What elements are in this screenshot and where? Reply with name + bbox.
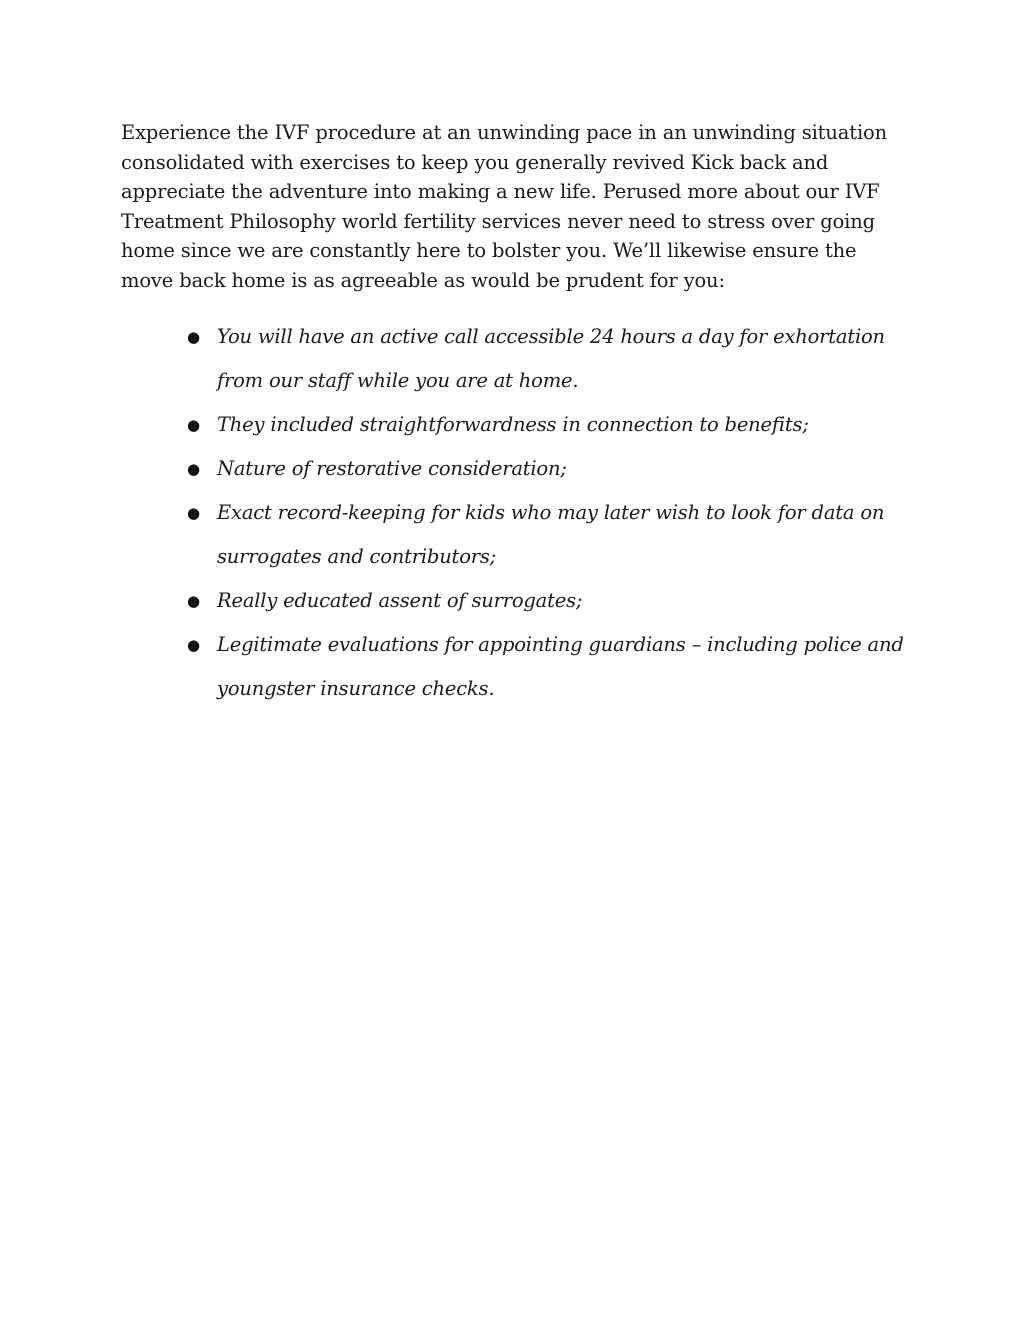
bullet-icon: ● xyxy=(187,460,200,478)
bullet-list xyxy=(121,315,905,711)
list-item xyxy=(121,623,905,711)
intro-paragraph: Experience the IVF procedure at an unwinding pace in an unwinding situation consolidated with exercises to keep you generally revived Kick back and appreciate the adventure into making a new life. Perused more about our IVF Treatment Philosophy world fertility services never need to stress over going home since we are constantly here to bolster you. We’ll likewise ensure the move back home is as agreeable as would be prudent for you: xyxy=(121,121,888,292)
list-item-text: Really educated assent of surrogates; xyxy=(217,589,583,612)
bullet-icon: ● xyxy=(187,636,200,654)
list-item xyxy=(121,403,905,447)
list-item xyxy=(121,447,905,491)
bullet-icon: ● xyxy=(187,328,200,346)
list-item xyxy=(121,491,905,579)
list-item-text: You will have an active call accessible 24 hours a day for exhortation from our staff while you are at home. xyxy=(217,325,885,392)
list-item xyxy=(121,315,905,403)
list-item xyxy=(121,579,905,623)
bullet-icon: ● xyxy=(187,504,200,522)
document-content xyxy=(121,118,905,711)
list-item-text: Nature of restorative consideration; xyxy=(217,457,567,480)
list-item-text: Legitimate evaluations for appointing guardians – including police and youngster insurance checks. xyxy=(217,633,904,700)
bullet-icon: ● xyxy=(187,416,200,434)
list-item-text: Exact record-keeping for kids who may later wish to look for data on surrogates and contributors; xyxy=(217,501,885,568)
bullet-icon: ● xyxy=(187,592,200,610)
list-item-text: They included straightforwardness in connection to benefits; xyxy=(217,413,809,436)
